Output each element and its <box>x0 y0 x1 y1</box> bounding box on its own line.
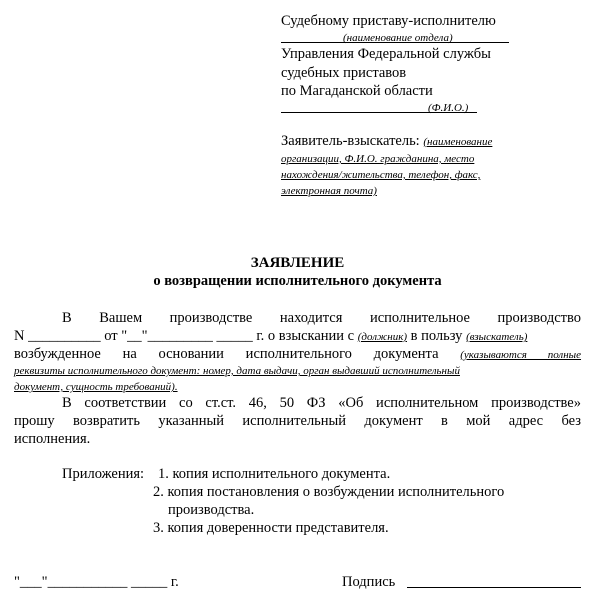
body-p2-line-1: В соответствии со ст.ст. 46, 50 ФЗ «Об исполнительном производстве» <box>62 395 581 411</box>
creditor-hint: (взыскатель) <box>466 331 528 343</box>
applicant-hint-3: нахождения/жительства, телефон, факс, <box>281 169 481 181</box>
applicant-label-text: Заявитель-взыскатель: <box>281 133 420 149</box>
debtor-hint: (должник) <box>357 331 407 343</box>
doc-hint-2: реквизиты исполнительного документ: номер, дата выдачи, орган выдавший исполнительный <box>14 365 460 377</box>
document-subtitle: о возвращении исполнительного документа <box>153 273 442 289</box>
applicant-label <box>281 132 492 151</box>
applicant-hint-2: организации, Ф.И.О. гражданина, место <box>281 153 475 165</box>
addressee-line-4: по Магаданской области <box>281 83 433 99</box>
document-title: ЗАЯВЛЕНИЕ <box>250 255 345 271</box>
body-p2-line-2: прошу возвратить указанный исполнительный документ в мой адрес без <box>14 413 581 429</box>
addressee-line-1: Судебному приставу-исполнителю <box>281 13 496 29</box>
signature-blank[interactable] <box>407 587 581 588</box>
body-p1-line-1: В Вашем производстве находится исполнительное производство <box>62 310 581 326</box>
fio-hint: (Ф.И.О.) <box>428 102 469 114</box>
attachment-item-2: 2. копия постановления о возбуждении исполнительного <box>153 484 505 500</box>
addressee-line-3: судебных приставов <box>281 65 407 81</box>
attachment-item-3: 3. копия доверенности представителя. <box>153 520 389 536</box>
signature-label: Подпись <box>342 574 396 590</box>
attachment-item-2-cont: производства. <box>168 502 255 518</box>
attachments-label: Приложения: <box>62 466 145 482</box>
doc-hint-3: документ, сущность требований). <box>14 381 178 393</box>
in-favor-text: в пользу <box>410 328 463 344</box>
body-p2-line-3: исполнения. <box>14 431 91 447</box>
attachment-item-1: 1. копия исполнительного документа. <box>158 466 391 482</box>
doc-hint-1: (указываются полные <box>460 349 582 361</box>
applicant-hint-4: электронная почта) <box>281 185 377 197</box>
case-number-date: N __________ от "__"_________ _____ г. о взыскании с <box>14 328 355 344</box>
base-doc-text: возбужденное на основании исполнительного документа <box>14 346 439 362</box>
addressee-line-2: Управления Федеральной службы <box>281 46 491 62</box>
body-p1-line-2 <box>14 327 581 346</box>
department-hint: (наименование отдела) <box>343 32 453 44</box>
footer-date: "___"___________ _____ г. <box>14 574 179 590</box>
applicant-hint-1: (наименование <box>423 136 493 148</box>
